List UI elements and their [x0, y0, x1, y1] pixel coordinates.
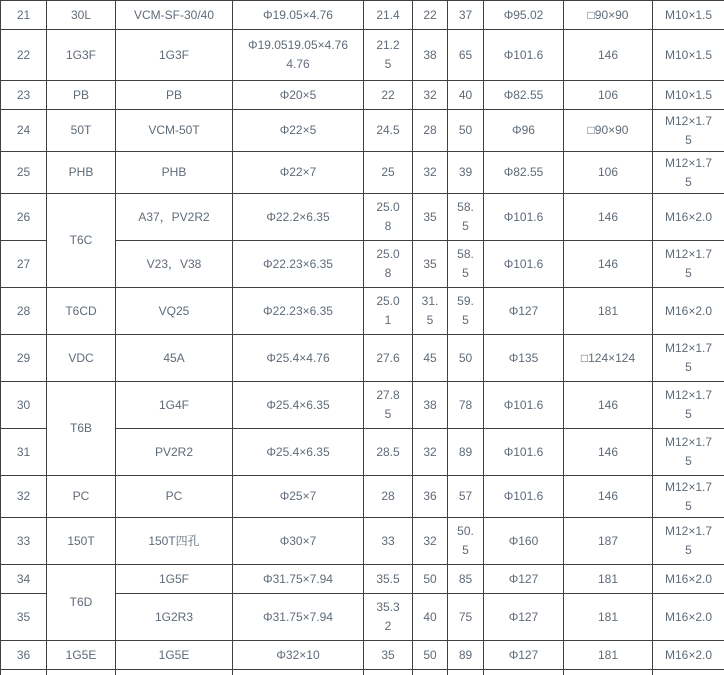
model-cell: 1G5E — [116, 641, 233, 670]
value-cell: 21.25 — [364, 30, 413, 81]
diameter-cell: Φ96 — [484, 110, 564, 152]
mount-size-cell: 181 — [564, 641, 653, 670]
value-cell: 65 — [448, 30, 484, 81]
diameter-cell: Φ101.6 — [484, 476, 564, 518]
row-number-cell: 22 — [1, 30, 47, 81]
model-cell: 150T四孔 — [116, 518, 233, 565]
series-cell: 50T — [47, 110, 116, 152]
seal-size-cell: Φ22.23×6.35 — [233, 241, 364, 288]
value-cell: 50.5 — [448, 518, 484, 565]
thread-spec-cell: M12×1.75 — [653, 429, 724, 476]
value-cell: 35 — [364, 641, 413, 670]
value-cell: 50 — [448, 110, 484, 152]
table-row — [1, 110, 724, 152]
value-cell — [448, 670, 484, 675]
diameter-cell: Φ101.6 — [484, 382, 564, 429]
row-number-cell: 26 — [1, 194, 47, 241]
table-row — [1, 382, 724, 429]
series-cell: T6D — [47, 565, 116, 641]
thread-spec-cell: M10×1.5 — [653, 1, 724, 30]
model-cell: A37，PV2R2 — [116, 194, 233, 241]
model-cell: PHB — [116, 152, 233, 194]
thread-spec-cell: M16×2.0 — [653, 594, 724, 641]
seal-size-cell: Φ22×7 — [233, 152, 364, 194]
value-cell: 59.5 — [448, 288, 484, 335]
model-cell: 1G3F — [116, 30, 233, 81]
diameter-cell: Φ95.02 — [484, 1, 564, 30]
value-cell: 28 — [364, 476, 413, 518]
thread-spec-cell: M10×1.5 — [653, 30, 724, 81]
row-number-cell: 21 — [1, 1, 47, 30]
mount-size-cell: 106 — [564, 152, 653, 194]
thread-spec-cell: M12×1.75 — [653, 382, 724, 429]
value-cell: 89 — [448, 641, 484, 670]
seal-size-cell: Φ25.4×6.35 — [233, 382, 364, 429]
value-cell: 39 — [448, 152, 484, 194]
value-cell — [364, 670, 413, 675]
seal-size-cell: Φ22×5 — [233, 110, 364, 152]
table-row — [1, 81, 724, 110]
value-cell: 78 — [448, 382, 484, 429]
value-cell: 27.85 — [364, 382, 413, 429]
mount-size-cell: □90×90 — [564, 110, 653, 152]
series-cell: T6CD — [47, 288, 116, 335]
value-cell: 25 — [364, 152, 413, 194]
mount-size-cell: 106 — [564, 81, 653, 110]
model-cell: VCM-SF-30/40 — [116, 1, 233, 30]
value-cell — [413, 670, 448, 675]
value-cell: 38 — [413, 382, 448, 429]
value-cell: 33 — [364, 518, 413, 565]
row-number-cell: 31 — [1, 429, 47, 476]
series-cell: T6C — [47, 194, 116, 288]
value-cell: 22 — [413, 1, 448, 30]
thread-spec-cell: M16×2.0 — [653, 565, 724, 594]
model-cell: VCM-50T — [116, 110, 233, 152]
seal-size-cell: Φ25.4×4.76 — [233, 335, 364, 382]
model-cell: 1G5F — [116, 565, 233, 594]
table-row — [1, 518, 724, 565]
value-cell: 25.08 — [364, 194, 413, 241]
value-cell: 50 — [413, 565, 448, 594]
table-row — [1, 30, 724, 81]
value-cell: 58.5 — [448, 194, 484, 241]
mount-size-cell: 146 — [564, 429, 653, 476]
series-cell: 1G3F — [47, 30, 116, 81]
diameter-cell: Φ160 — [484, 518, 564, 565]
row-number-cell: 35 — [1, 594, 47, 641]
series-cell: VDC — [47, 335, 116, 382]
value-cell: 32 — [413, 518, 448, 565]
value-cell: 37 — [448, 1, 484, 30]
series-cell: 30L — [47, 1, 116, 30]
row-number-cell: 28 — [1, 288, 47, 335]
value-cell: 89 — [448, 429, 484, 476]
diameter-cell — [484, 670, 564, 675]
row-number-cell: 29 — [1, 335, 47, 382]
series-cell: 1G5E — [47, 641, 116, 670]
mount-size-cell: 146 — [564, 241, 653, 288]
table-row — [1, 670, 724, 675]
row-number-cell: 27 — [1, 241, 47, 288]
seal-size-cell: Φ19.05×4.76 — [233, 1, 364, 30]
seal-size-cell: Φ30×7 — [233, 518, 364, 565]
diameter-cell: Φ82.55 — [484, 81, 564, 110]
mount-size-cell: 146 — [564, 476, 653, 518]
thread-spec-cell: M12×1.75 — [653, 241, 724, 288]
mount-size-cell: 146 — [564, 382, 653, 429]
thread-spec-cell: M10×1.5 — [653, 81, 724, 110]
mount-size-cell: 146 — [564, 194, 653, 241]
row-number-cell: 30 — [1, 382, 47, 429]
table-row — [1, 641, 724, 670]
model-cell: VQ25 — [116, 288, 233, 335]
value-cell: 22 — [364, 81, 413, 110]
seal-size-cell: Φ22.2×6.35 — [233, 194, 364, 241]
thread-spec-cell: M12×1.75 — [653, 335, 724, 382]
model-cell: V23，V38 — [116, 241, 233, 288]
seal-size-cell: Φ31.75×7.94 — [233, 565, 364, 594]
value-cell: 25.01 — [364, 288, 413, 335]
series-cell: 150T — [47, 518, 116, 565]
value-cell: 32 — [413, 152, 448, 194]
table-row — [1, 565, 724, 594]
row-number-cell: 34 — [1, 565, 47, 594]
diameter-cell: Φ127 — [484, 641, 564, 670]
value-cell: 85 — [448, 565, 484, 594]
diameter-cell: Φ101.6 — [484, 194, 564, 241]
seal-size-cell: Φ31.75×7.94 — [233, 594, 364, 641]
thread-spec-cell: M16×2.0 — [653, 641, 724, 670]
model-cell: 1G2R3 — [116, 594, 233, 641]
seal-size-cell: Φ22.23×6.35 — [233, 288, 364, 335]
value-cell: 75 — [448, 594, 484, 641]
thread-spec-cell: M12×1.75 — [653, 476, 724, 518]
series-cell: PC — [47, 476, 116, 518]
diameter-cell: Φ127 — [484, 288, 564, 335]
table-row — [1, 335, 724, 382]
thread-spec-cell: M12×1.75 — [653, 518, 724, 565]
thread-spec-cell: M12×1.75 — [653, 110, 724, 152]
series-cell: T6B — [47, 382, 116, 476]
diameter-cell: Φ127 — [484, 565, 564, 594]
series-cell: PHB — [47, 152, 116, 194]
thread-spec-cell: M16×2.0 — [653, 288, 724, 335]
value-cell: 58.5 — [448, 241, 484, 288]
value-cell: 21.4 — [364, 1, 413, 30]
model-cell: 45A — [116, 335, 233, 382]
value-cell: 28.5 — [364, 429, 413, 476]
row-number-cell — [1, 670, 47, 675]
table-row — [1, 152, 724, 194]
series-cell: PB — [47, 81, 116, 110]
seal-size-cell: Φ25×7 — [233, 476, 364, 518]
seal-size-cell: Φ20×5 — [233, 81, 364, 110]
row-number-cell: 24 — [1, 110, 47, 152]
model-cell: PC — [116, 476, 233, 518]
row-number-cell: 32 — [1, 476, 47, 518]
value-cell: 40 — [413, 594, 448, 641]
thread-spec-cell: M16×2.0 — [653, 194, 724, 241]
row-number-cell: 36 — [1, 641, 47, 670]
value-cell: 28 — [413, 110, 448, 152]
thread-spec-cell — [653, 670, 724, 675]
value-cell: 24.5 — [364, 110, 413, 152]
value-cell: 40 — [448, 81, 484, 110]
model-cell: PV2R2 — [116, 429, 233, 476]
value-cell: 57 — [448, 476, 484, 518]
table-row — [1, 1, 724, 30]
mount-size-cell — [564, 670, 653, 675]
mount-size-cell: 146 — [564, 30, 653, 81]
row-number-cell: 25 — [1, 152, 47, 194]
value-cell: 45 — [413, 335, 448, 382]
value-cell: 35 — [413, 241, 448, 288]
diameter-cell: Φ101.6 — [484, 30, 564, 81]
seal-size-cell: Φ25.4×6.35 — [233, 429, 364, 476]
value-cell: 32 — [413, 81, 448, 110]
diameter-cell: Φ135 — [484, 335, 564, 382]
value-cell: 50 — [448, 335, 484, 382]
mount-size-cell: □90×90 — [564, 1, 653, 30]
diameter-cell: Φ101.6 — [484, 429, 564, 476]
table-row — [1, 194, 724, 241]
model-cell — [116, 670, 233, 675]
value-cell: 31.5 — [413, 288, 448, 335]
mount-size-cell: 187 — [564, 518, 653, 565]
seal-size-cell: Φ32×10 — [233, 641, 364, 670]
seal-size-cell — [233, 670, 364, 675]
model-cell: PB — [116, 81, 233, 110]
value-cell: 36 — [413, 476, 448, 518]
value-cell: 38 — [413, 30, 448, 81]
row-number-cell: 33 — [1, 518, 47, 565]
value-cell: 50 — [413, 641, 448, 670]
value-cell: 35.32 — [364, 594, 413, 641]
value-cell: 35.5 — [364, 565, 413, 594]
value-cell: 32 — [413, 429, 448, 476]
diameter-cell: Φ101.6 — [484, 241, 564, 288]
table-row — [1, 288, 724, 335]
thread-spec-cell: M12×1.75 — [653, 152, 724, 194]
value-cell: 25.08 — [364, 241, 413, 288]
diameter-cell: Φ127 — [484, 594, 564, 641]
row-number-cell: 23 — [1, 81, 47, 110]
value-cell: 35 — [413, 194, 448, 241]
diameter-cell: Φ82.55 — [484, 152, 564, 194]
value-cell: 27.6 — [364, 335, 413, 382]
mount-size-cell: 181 — [564, 565, 653, 594]
mount-size-cell: □124×124 — [564, 335, 653, 382]
mount-size-cell: 181 — [564, 594, 653, 641]
series-cell — [47, 670, 116, 675]
parts-table-body — [1, 1, 724, 675]
model-cell: 1G4F — [116, 382, 233, 429]
mount-size-cell: 181 — [564, 288, 653, 335]
seal-size-cell: Φ19.0519.05×4.764.76 — [233, 30, 364, 81]
table-row — [1, 476, 724, 518]
